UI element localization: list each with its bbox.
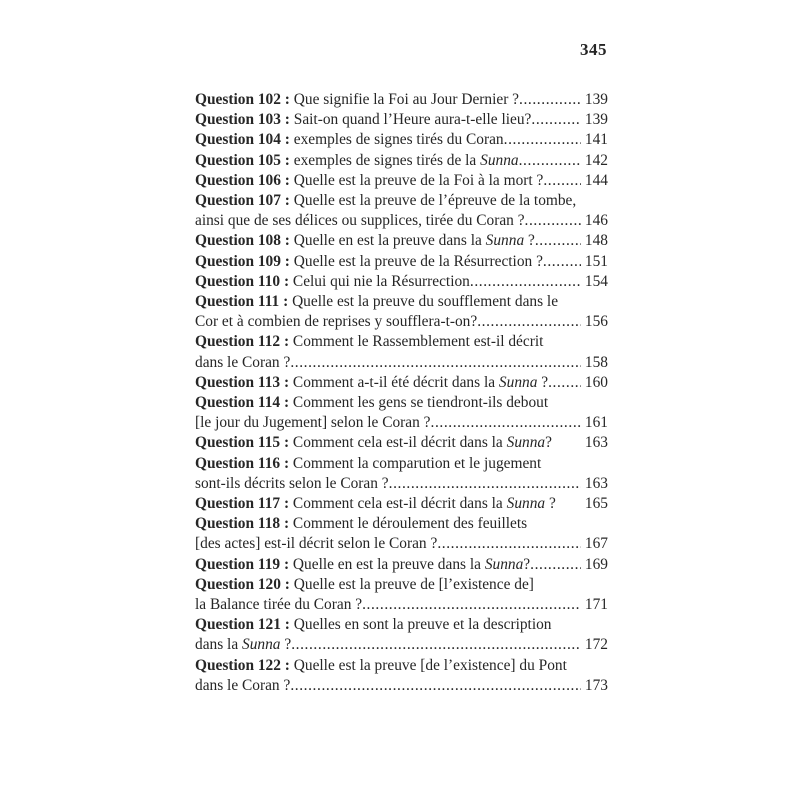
dot-leader	[525, 211, 581, 231]
entry-text: Quelle est la preuve de [l’existence de]	[289, 575, 534, 593]
question-label: Question 105 :	[195, 151, 290, 169]
toc-line-text	[195, 635, 291, 655]
dot-leader	[431, 413, 581, 433]
entry-text: ?	[545, 495, 556, 513]
entry-page-number: 156	[584, 313, 608, 331]
entry-text: Quelle est la preuve de la Foi à la mort ?	[289, 171, 544, 189]
entry-text: [le jour du Jugement] selon le Coran ?	[195, 414, 431, 432]
question-label: Question 112 :	[195, 333, 290, 351]
entry-text: sont-ils décrits selon le Coran ?	[195, 474, 389, 492]
toc-line-text	[195, 353, 290, 373]
entry-text: Comment le déroulement des feuillets	[289, 515, 528, 533]
entry-text: Quelle est la preuve du soufflement dans le	[288, 293, 559, 311]
dot-leader	[519, 151, 581, 171]
question-label: Question 118 :	[195, 515, 290, 533]
toc-line	[195, 90, 608, 110]
entry-page-number: 167	[584, 535, 608, 553]
toc-line	[195, 635, 608, 655]
toc-line-text	[195, 332, 543, 352]
entry-text: exemples de signes tirés du Coran	[289, 131, 504, 149]
question-label: Question 114 :	[195, 394, 290, 412]
entry-text: Quelle est la preuve [de l’existence] du Pont	[289, 656, 567, 674]
entry-page-number: 154	[584, 272, 608, 290]
entry-text: la Balance tirée du Coran ?	[195, 596, 363, 614]
entry-text: Quelle est la preuve de l’épreuve de la tombe,	[289, 192, 577, 210]
entry-page-number: 144	[584, 171, 608, 189]
entry-text: dans la	[195, 636, 243, 654]
entry-text: ainsi que de ses délices ou supplices, tirée du Coran ?	[195, 212, 525, 230]
toc-line	[195, 676, 608, 696]
entry-text: ?	[545, 434, 552, 452]
question-label: Question 102 :	[195, 91, 290, 108]
dot-leader	[477, 312, 581, 332]
entry-text: Que signifie la Foi au Jour Dernier ?	[289, 91, 520, 108]
toc-line-text	[195, 534, 437, 554]
question-label: Question 120 :	[195, 575, 290, 593]
toc-list	[195, 90, 608, 696]
entry-text: Comment les gens se tiendront-ils debout	[289, 394, 549, 412]
italic-term: Sunna	[506, 495, 546, 513]
toc-line-text	[195, 555, 530, 575]
entry-page-number: 141	[584, 131, 608, 149]
question-label: Question 110 :	[195, 272, 290, 290]
italic-term: Sunna	[480, 151, 519, 169]
toc-line-text	[195, 656, 567, 676]
page-number: 345	[580, 40, 607, 59]
toc-line	[195, 433, 608, 453]
entry-page-number: 165	[584, 495, 608, 513]
entry-page-number: 139	[584, 111, 608, 129]
italic-term: Sunna	[485, 232, 525, 250]
toc-line	[195, 413, 608, 433]
toc-line-text	[195, 191, 576, 211]
entry-page-number: 172	[584, 636, 608, 654]
toc-line-text	[195, 373, 548, 393]
toc-line-text	[195, 312, 477, 332]
question-label: Question 122 :	[195, 656, 290, 674]
toc-line	[195, 211, 608, 231]
entry-page-number: 169	[584, 555, 608, 573]
toc-line	[195, 171, 608, 191]
entry-text: dans le Coran ?	[195, 353, 291, 371]
italic-term: Sunna	[506, 434, 546, 452]
dot-leader	[531, 110, 581, 130]
toc-line	[195, 231, 608, 251]
toc-line-text	[195, 151, 519, 171]
toc-line-text	[195, 393, 548, 413]
toc-line	[195, 332, 608, 352]
entry-text: ?	[524, 232, 535, 250]
question-label: Question 115 :	[195, 434, 290, 452]
entry-page-number: 171	[584, 596, 608, 614]
question-label: Question 104 :	[195, 131, 290, 149]
question-label: Question 121 :	[195, 616, 290, 634]
entry-page-number: 173	[584, 676, 608, 694]
italic-term: Sunna	[484, 555, 524, 573]
dot-leader	[548, 373, 581, 393]
question-label: Question 107 :	[195, 192, 290, 210]
toc-line-text	[195, 90, 519, 110]
dot-leader	[290, 676, 581, 696]
question-label: Question 108 :	[195, 232, 290, 250]
entry-text: Comment cela est-il décrit dans la	[289, 434, 507, 452]
entry-text: ?	[280, 636, 292, 654]
dot-leader	[291, 635, 581, 655]
toc-line	[195, 191, 608, 211]
toc-line-text	[195, 252, 543, 272]
toc-line-text	[195, 272, 470, 292]
dot-leader	[530, 555, 581, 575]
question-label: Question 116 :	[195, 454, 290, 472]
toc-line-text	[195, 676, 290, 696]
toc-line	[195, 292, 608, 312]
entry-page-number: 163	[584, 474, 608, 492]
toc-line	[195, 494, 608, 514]
toc-line-text	[195, 231, 535, 251]
entry-text: exemples de signes tirés de la	[289, 151, 481, 169]
dot-leader	[362, 595, 581, 615]
toc-line	[195, 130, 608, 150]
entry-text: Comment a-t-il été décrit dans la	[289, 373, 499, 391]
question-label: Question 113 :	[195, 373, 290, 391]
toc-line-text	[195, 615, 551, 635]
toc-line-text	[195, 575, 534, 595]
entry-text: [des actes] est-il décrit selon le Coran ?	[195, 535, 438, 553]
toc-line	[195, 595, 608, 615]
toc-line-text	[195, 130, 504, 150]
italic-term: Sunna	[498, 373, 538, 391]
dot-leader	[437, 534, 581, 554]
question-label: Question 106 :	[195, 171, 290, 189]
entry-text: ?	[523, 555, 531, 573]
italic-term: Sunna	[242, 636, 281, 654]
entry-text: Quelle en est la preuve dans la	[289, 555, 485, 573]
question-label: Question 103 :	[195, 111, 290, 129]
dot-leader	[543, 171, 581, 191]
toc-line-text	[195, 454, 541, 474]
entry-page-number: 148	[584, 232, 608, 250]
entry-text: Comment le Rassemblement est-il décrit	[289, 333, 544, 351]
dot-leader	[290, 353, 581, 373]
entry-page-number: 151	[584, 252, 608, 270]
entry-page-number: 160	[584, 373, 608, 391]
toc-line	[195, 353, 608, 373]
toc-line-text	[195, 211, 525, 231]
entry-page-number: 161	[584, 414, 608, 432]
question-label: Question 109 :	[195, 252, 290, 270]
entry-text: Cor et à combien de reprises y soufflera-t-on?	[195, 313, 478, 331]
toc-line	[195, 555, 608, 575]
toc-line	[195, 373, 608, 393]
toc-line-text	[195, 474, 389, 494]
toc-line	[195, 252, 608, 272]
toc-line	[195, 312, 608, 332]
entry-page-number: 163	[584, 434, 608, 452]
dot-leader	[543, 252, 581, 272]
toc-line-text	[195, 595, 362, 615]
entry-text: Sait-on quand l’Heure aura-t-elle lieu?	[289, 111, 532, 129]
toc-line-text	[195, 494, 556, 514]
toc-line-text	[195, 110, 531, 130]
entry-text: Quelles en sont la preuve et la description	[289, 616, 552, 634]
dot-leader	[470, 272, 581, 292]
question-label: Question 111 :	[195, 293, 289, 311]
entry-page-number: 146	[584, 212, 608, 230]
dot-leader	[519, 90, 581, 110]
question-label: Question 117 :	[195, 495, 290, 513]
toc-line-text	[195, 413, 431, 433]
entry-text: Celui qui nie la Résurrection	[289, 272, 470, 290]
entry-text: dans le Coran ?	[195, 676, 291, 694]
entry-text: Comment la comparution et le jugement	[289, 454, 542, 472]
toc-line	[195, 615, 608, 635]
toc-line-text	[195, 433, 552, 453]
toc-line	[195, 151, 608, 171]
toc-line	[195, 454, 608, 474]
toc-line	[195, 393, 608, 413]
toc-line	[195, 474, 608, 494]
entry-page-number: 139	[584, 91, 608, 108]
entry-text: Quelle en est la preuve dans la	[289, 232, 486, 250]
toc-line-text	[195, 171, 543, 191]
dot-leader	[504, 130, 581, 150]
toc-line-text	[195, 514, 527, 534]
entry-page-number: 158	[584, 353, 608, 371]
toc-line-text	[195, 292, 558, 312]
toc-line	[195, 272, 608, 292]
entry-text: Comment cela est-il décrit dans la	[289, 495, 507, 513]
question-label: Question 119 :	[195, 555, 290, 573]
entry-text: ?	[537, 373, 549, 391]
toc-line	[195, 514, 608, 534]
dot-leader	[389, 474, 581, 494]
toc-line	[195, 656, 608, 676]
dot-leader	[535, 231, 581, 251]
toc-line	[195, 575, 608, 595]
entry-text: Quelle est la preuve de la Résurrection ?	[289, 252, 543, 270]
toc-line	[195, 534, 608, 554]
toc-line	[195, 110, 608, 130]
entry-page-number: 142	[584, 151, 608, 169]
